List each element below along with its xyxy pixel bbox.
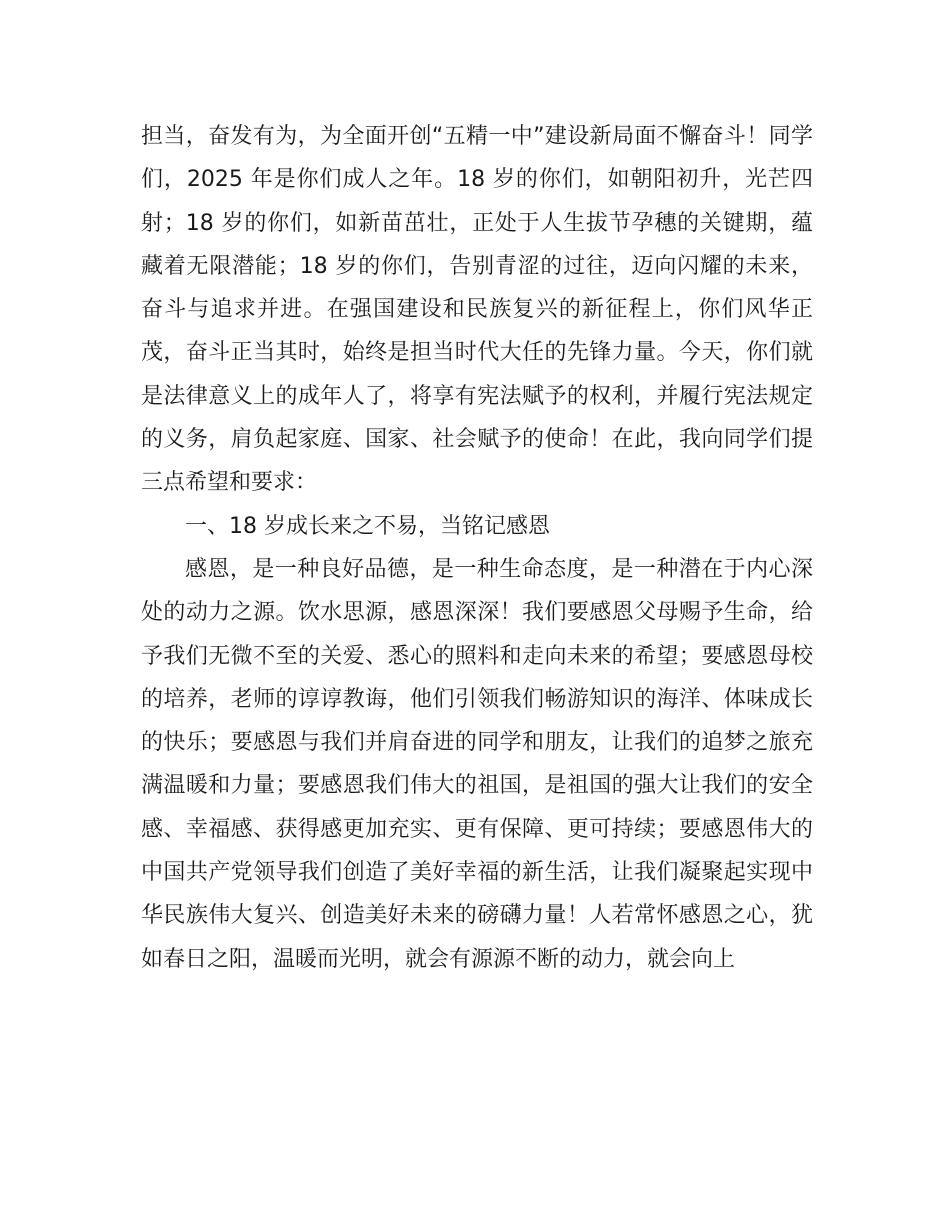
document-body (141, 115, 813, 981)
body-paragraph: 感恩，是一种良好品德，是一种生命态度，是一种潜在于内心深处的动力之源。饮水思源，感恩深深！我们要感恩父母赐予生命，给予我们无微不至的关爱、悉心的照料和走向未来的希望；要感恩母校的培养，老师的谆谆教诲，他们引领我们畅游知识的海洋、体味成长的快乐；要感恩与我们并肩奋进的同学和朋友，让我们的追梦之旅充满温暖和力量；要感恩我们伟大的祖国，是祖国的强大让我们的安全感、幸福感、获得感更加充实、更有保障、更可持续；要感恩伟大的中国共产党领导我们创造了美好幸福的新生活，让我们凝聚起实现中华民族伟大复兴、创造美好未来的磅礴力量！人若常怀感恩之心，犹如春日之阳，温暖而光明，就会有源源不断的动力，就会向上 (141, 556, 813, 972)
section-heading: 一、18 岁成长来之不易，当铭记感恩 (185, 513, 550, 539)
body-paragraph: 担当，奋发有为，为全面开创“五精一中”建设新局面不懈奋斗！同学们，2025 年是你们成人之年。18 岁的你们，如朝阳初升，光芒四射；18 岁的你们，如新苗茁壮，正处于人生拔节孕穗的关键期，蕴藏着无限潜能；18 岁的你们，告别青涩的过往，迈向闪耀的未来，奋斗与追求并进。在强国建设和民族复兴的新征程上，你们风华正茂，奋斗正当其时，始终是担当时代大任的先锋力量。今天，你们就是法律意义上的成年人了，将享有宪法赋予的权利，并履行宪法规定的义务，肩负起家庭、国家、社会赋予的使命！在此，我向同学们提三点希望和要求： (141, 124, 813, 496)
